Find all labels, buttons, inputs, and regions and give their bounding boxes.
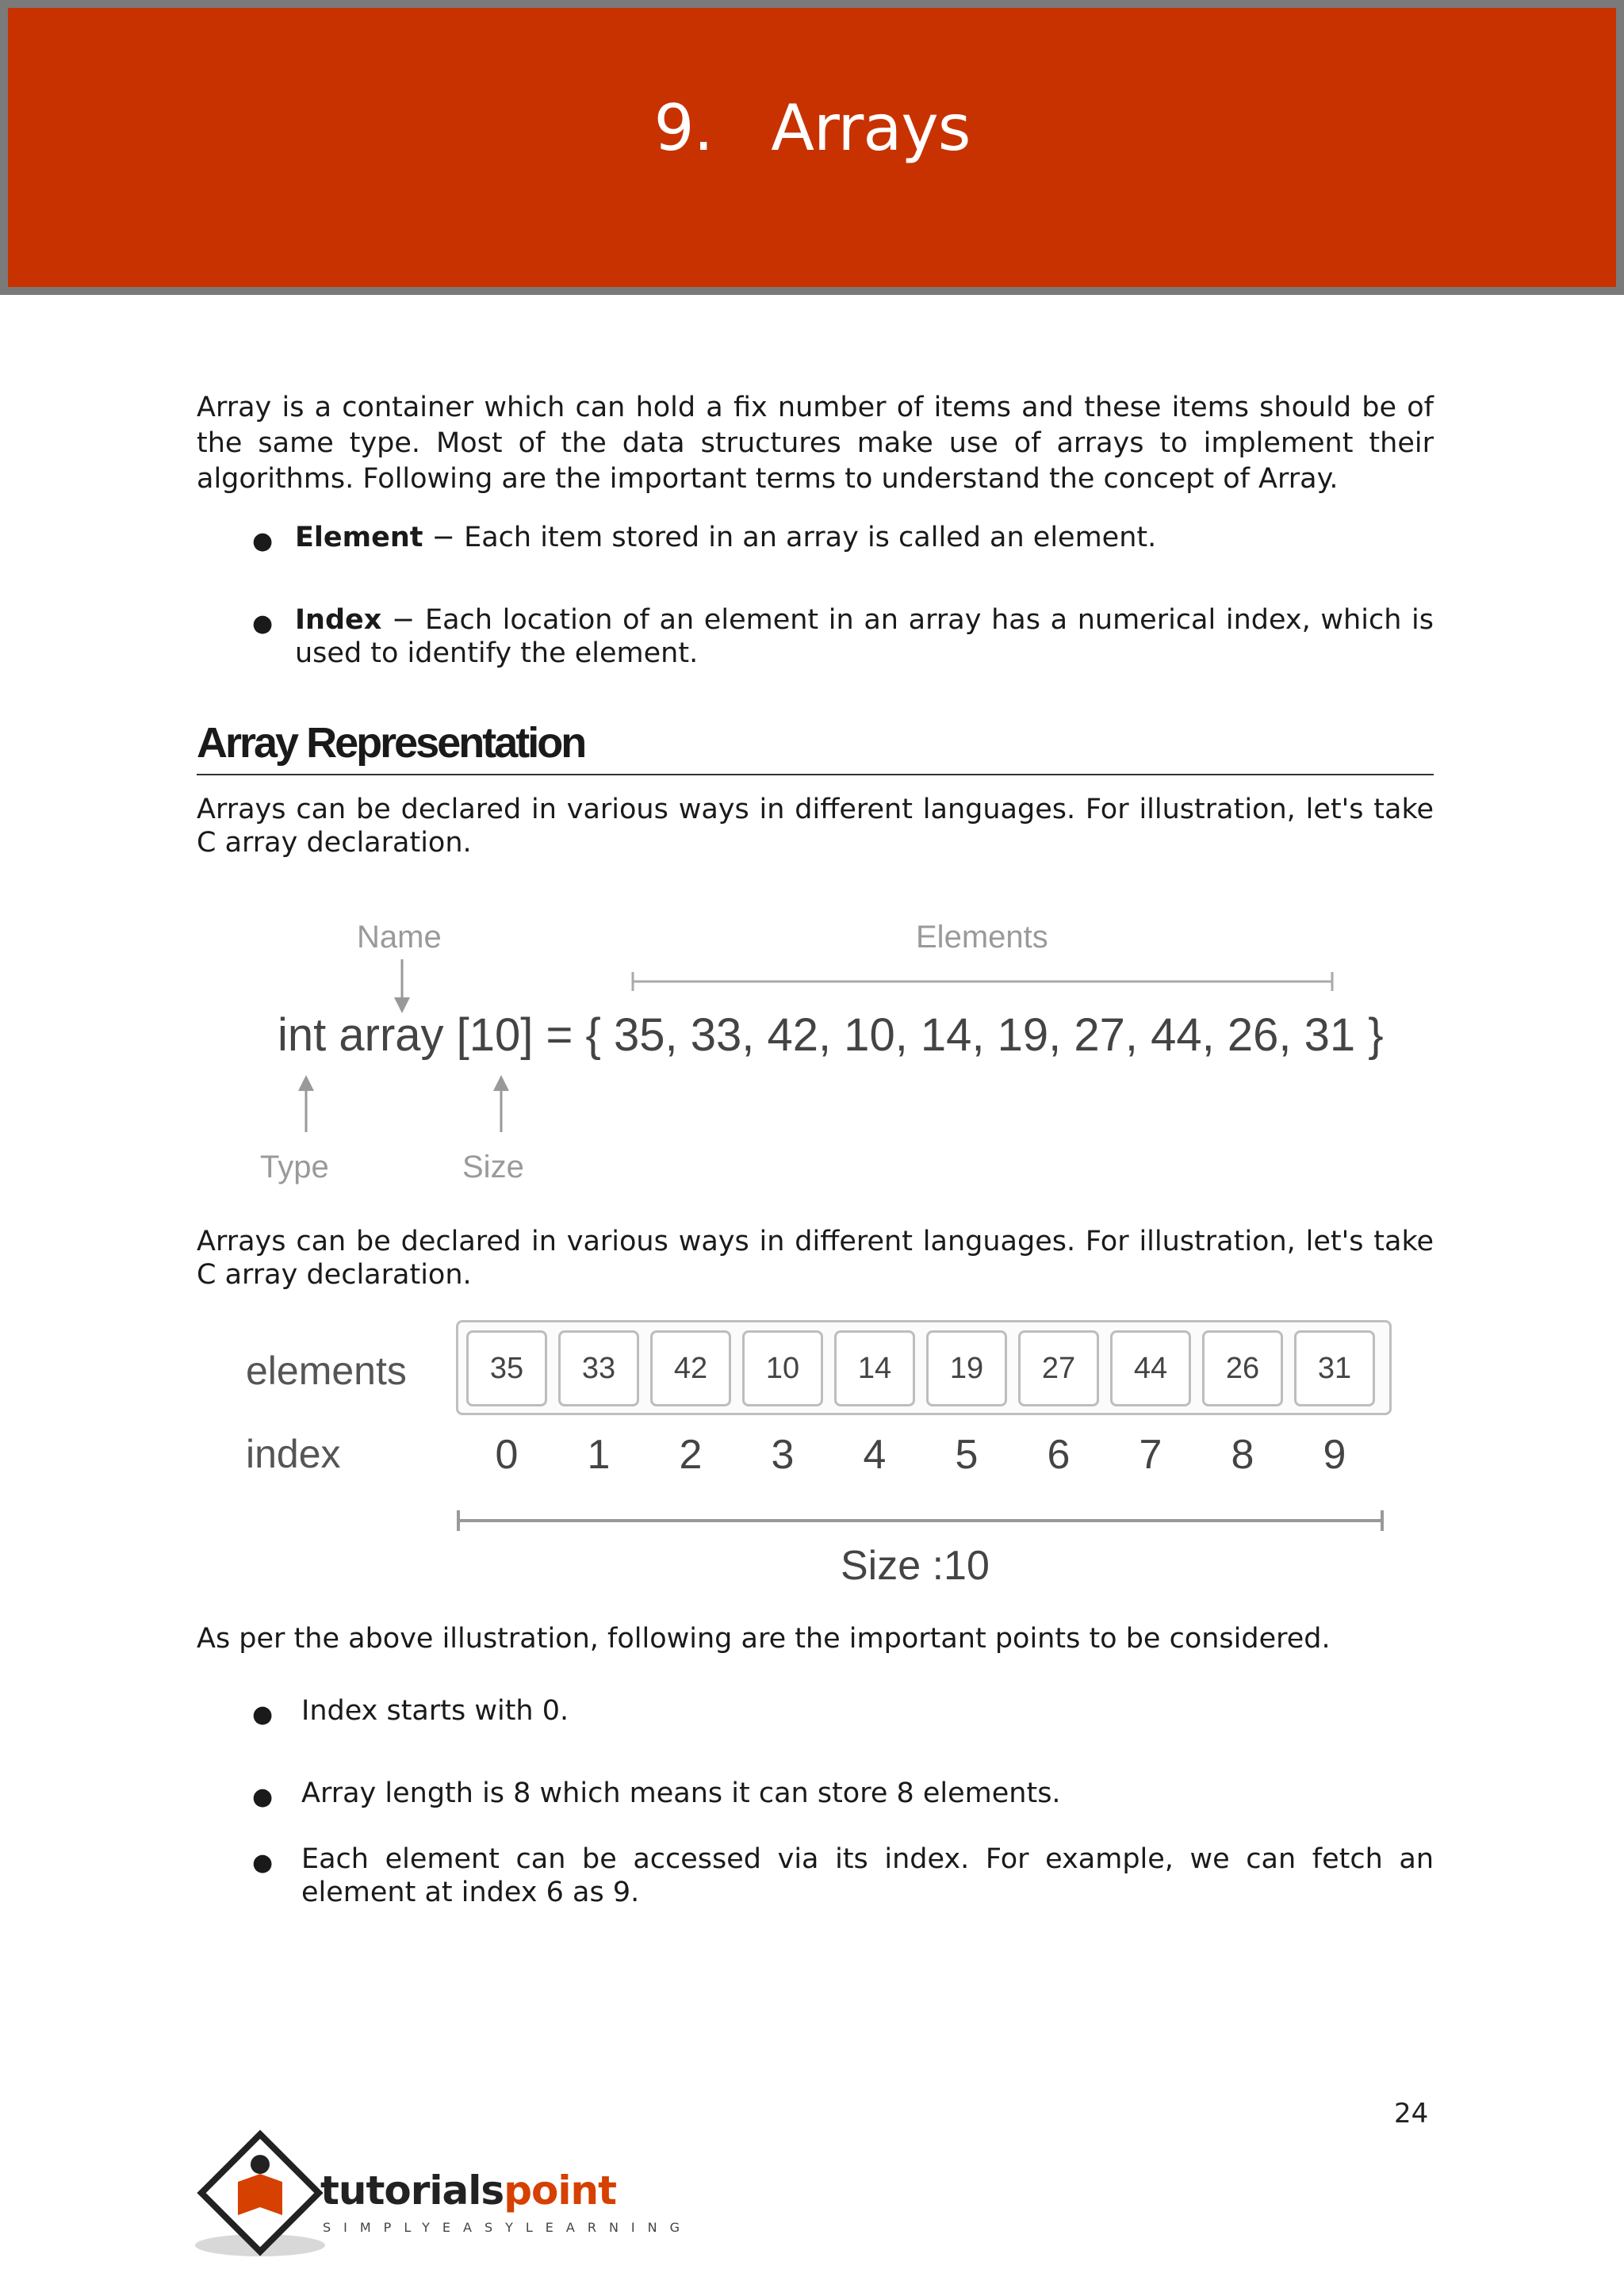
section-heading: Array Representation (197, 718, 1434, 775)
term-index (295, 603, 1434, 670)
term-element (295, 521, 1434, 554)
paragraph-3: As per the above illustration, following are the important points to be considered. (197, 1623, 1331, 1655)
index-value: 4 (863, 1432, 887, 1478)
term-label: Element (295, 522, 423, 553)
type-arrowhead (298, 1075, 314, 1091)
element-cell: 44 (1110, 1330, 1191, 1406)
element-cell: 26 (1202, 1330, 1283, 1406)
tutorialspoint-logo (193, 2126, 693, 2261)
logo-word-point: point (504, 2168, 616, 2214)
bullet-icon: ● (252, 1701, 274, 1728)
name-label: Name (357, 920, 442, 955)
element-cell: 31 (1294, 1330, 1375, 1406)
index-value: 8 (1231, 1432, 1254, 1478)
element-cell: 10 (742, 1330, 823, 1406)
point-item: Array length is 8 which means it can store 8 elements. (301, 1777, 1061, 1809)
bullet-icon: ● (252, 527, 274, 555)
index-value: 0 (495, 1432, 519, 1478)
logo-word-tutorials: tutorials (320, 2168, 504, 2214)
term-desc: − Each location of an element in an array has a numerical index, which is used to identify the element. (295, 604, 1434, 669)
element-cell: 35 (466, 1330, 547, 1406)
index-value: 9 (1323, 1432, 1346, 1478)
paragraph-2: Arrays can be declared in various ways in different languages. For illustration, let's take C array declaration. (197, 1226, 1434, 1291)
term-desc: − Each item stored in an array is called an element. (423, 522, 1157, 553)
array-index-diagram (230, 1312, 1404, 1605)
bullet-icon: ● (252, 1849, 274, 1877)
size-total-label: Size :10 (841, 1543, 990, 1589)
index-row-label: index (246, 1432, 341, 1476)
element-cell: 42 (650, 1330, 731, 1406)
chapter-title (8, 91, 1616, 165)
type-label: Type (260, 1150, 329, 1184)
bullet-icon: ● (252, 1783, 274, 1811)
logo-head (251, 2155, 270, 2174)
chapter-number: 9. (653, 91, 713, 165)
point-item: Index starts with 0. (301, 1695, 569, 1727)
index-value: 5 (955, 1432, 979, 1478)
page-number: 24 (1394, 2098, 1429, 2130)
elements-row-label: elements (246, 1349, 407, 1393)
declaration-diagram (238, 912, 1388, 1205)
index-value: 1 (587, 1432, 611, 1478)
elements-label: Elements (916, 920, 1048, 955)
declaration-code: int array [10] = { 35, 33, 42, 10, 14, 19, 27, 44, 26, 31 } (278, 1009, 1384, 1061)
intro-paragraph: Array is a container which can hold a fix number of items and these items should be of the same type. Most of the data structures make use of arrays to implement their algorithms. Following are the important terms to understand the concept of Array. (197, 392, 1434, 495)
point-item: Each element can be accessed via its index. For example, we can fetch an element at index 6 as 9. (301, 1843, 1434, 1908)
index-value: 3 (771, 1432, 795, 1478)
size-arrowhead (493, 1075, 509, 1091)
element-cell: 19 (926, 1330, 1007, 1406)
term-label: Index (295, 604, 382, 636)
chapter-banner (0, 0, 1624, 295)
element-cell: 14 (834, 1330, 915, 1406)
size-range (230, 1312, 1404, 1605)
bullet-icon: ● (252, 610, 274, 637)
logo-tagline: SIMPLYEASYLEARNING (323, 2220, 693, 2235)
index-value: 7 (1139, 1432, 1162, 1478)
index-value: 6 (1047, 1432, 1071, 1478)
logo-wordmark (320, 2168, 616, 2214)
chapter-title-text: Arrays (771, 91, 971, 165)
paragraph-1: Arrays can be declared in various ways in different languages. For illustration, let's take C array declaration. (197, 794, 1434, 859)
index-value: 2 (679, 1432, 703, 1478)
element-cell: 33 (558, 1330, 639, 1406)
size-label: Size (462, 1150, 524, 1184)
element-cell: 27 (1018, 1330, 1099, 1406)
